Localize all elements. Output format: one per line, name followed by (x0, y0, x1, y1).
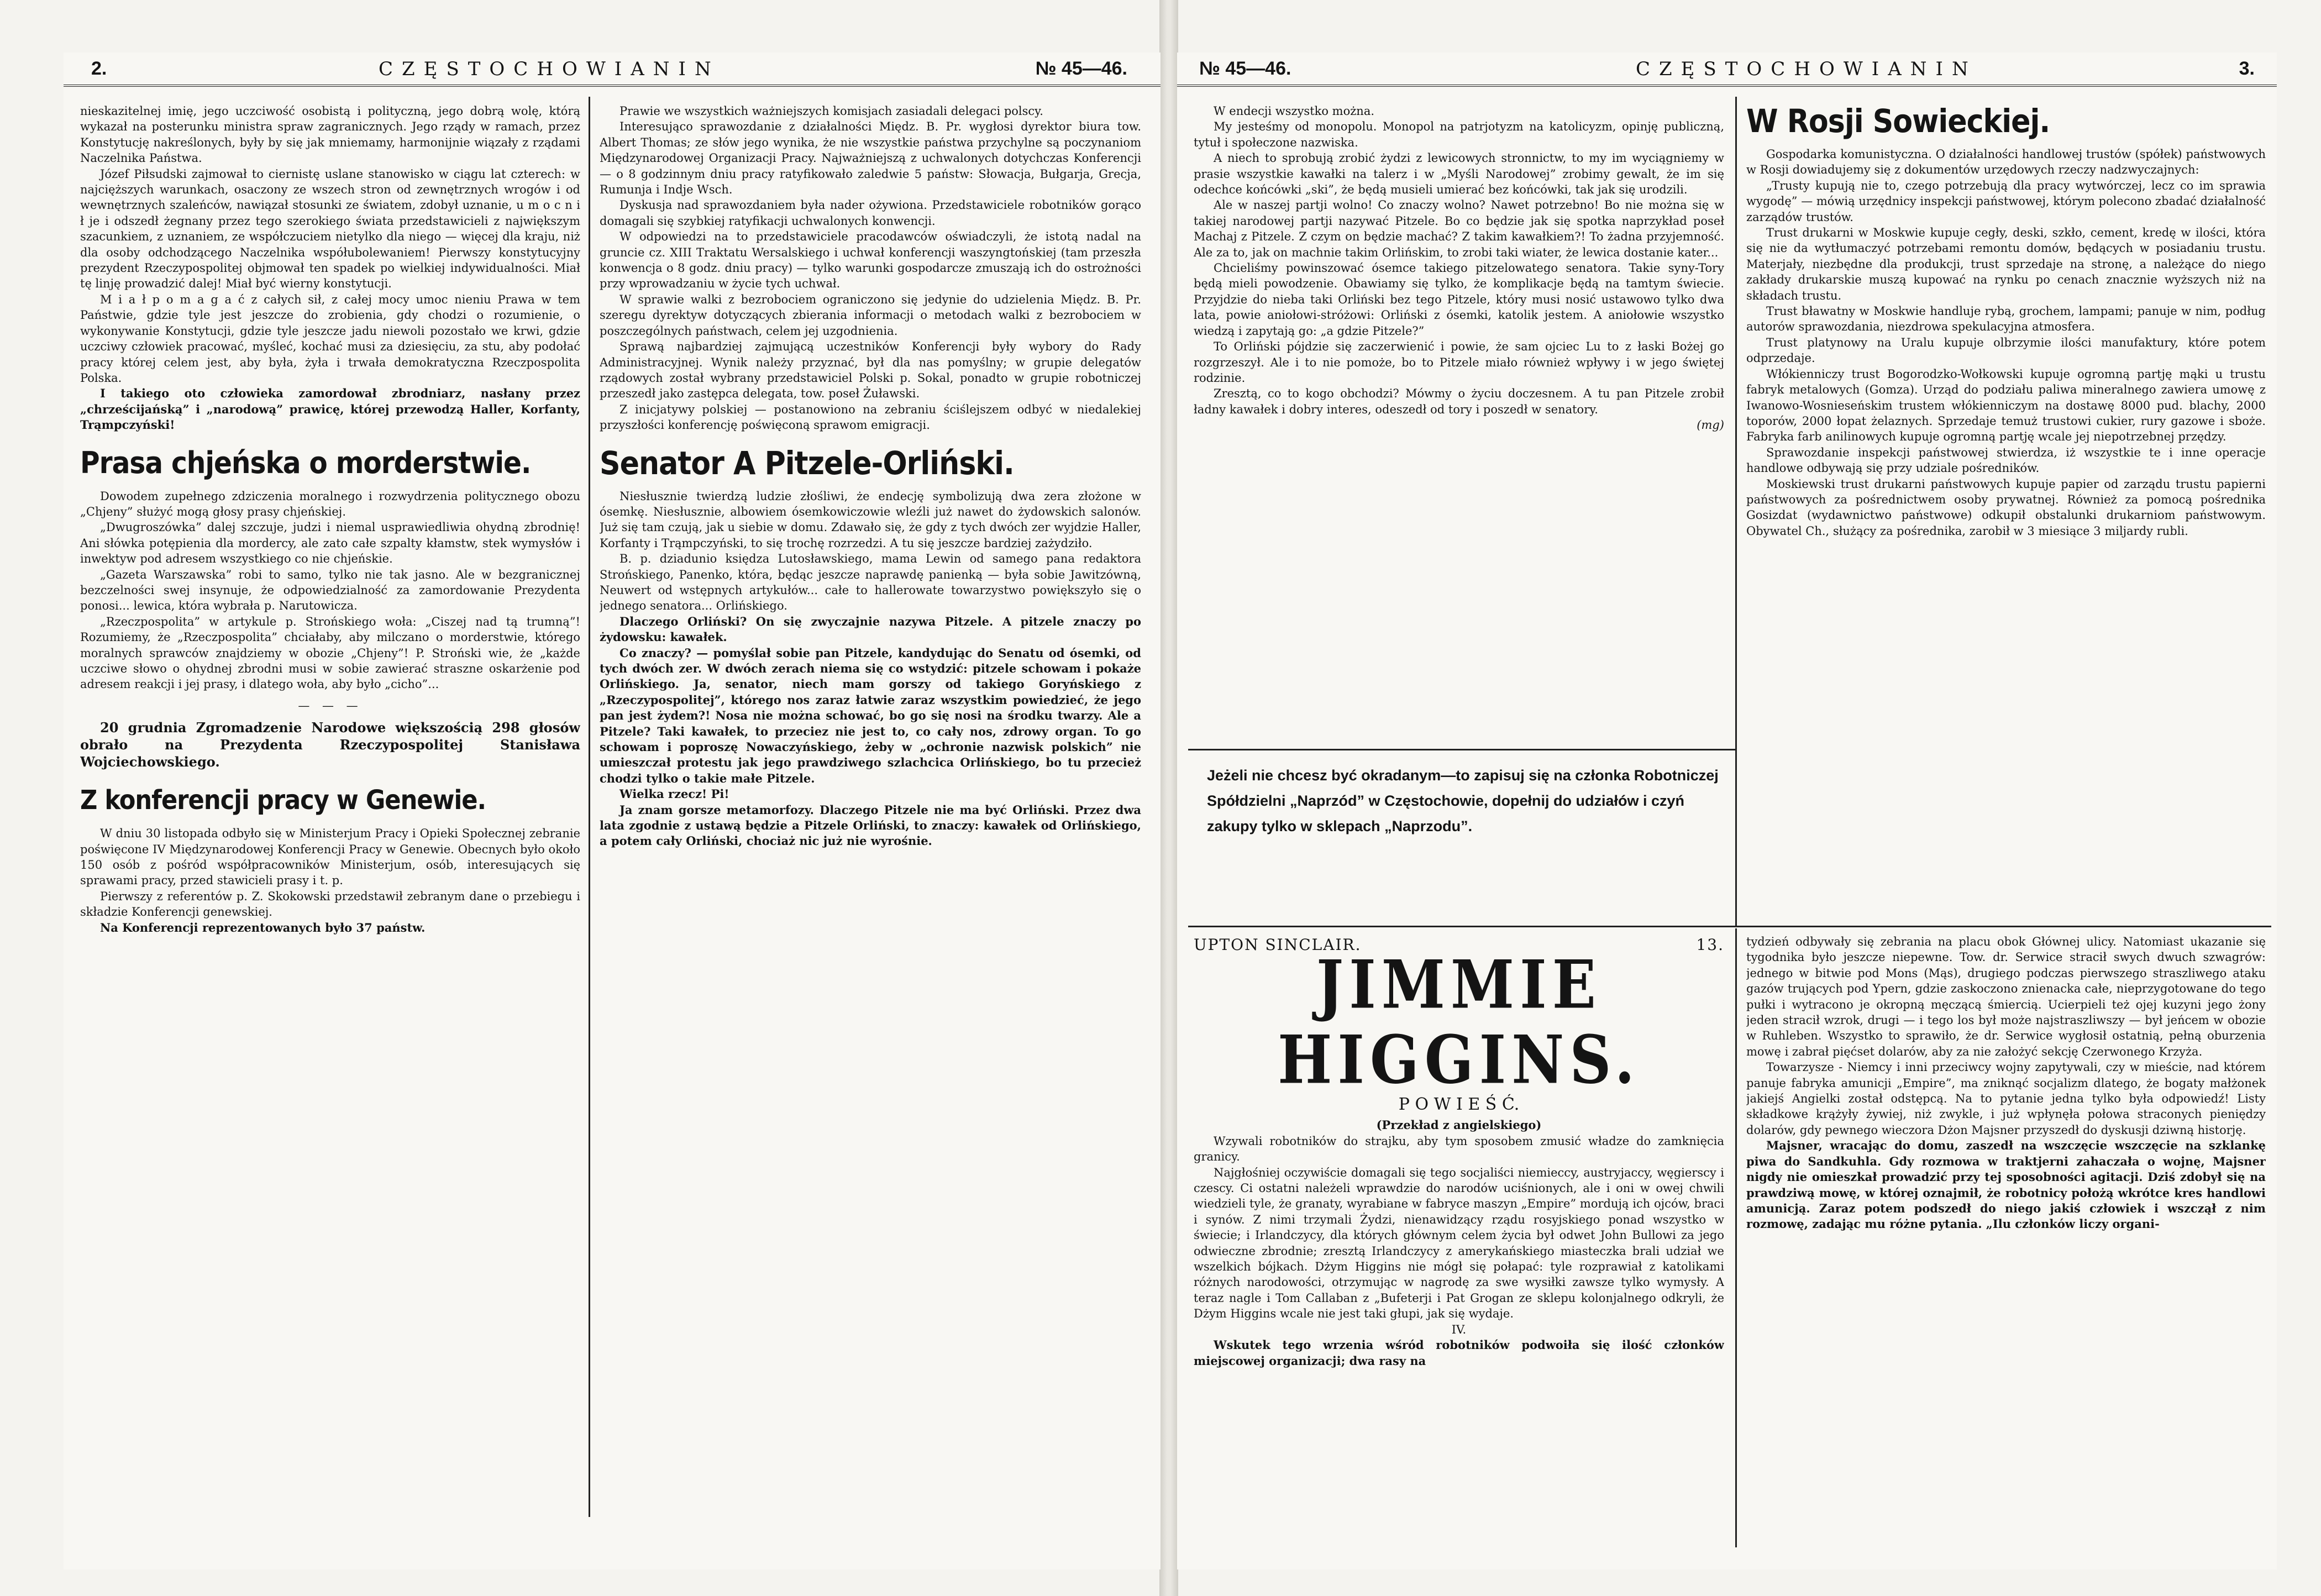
paragraph: Moskiewski trust drukarni państwowych kupuje papier od zarządu trustu papierni państwowych za pośrednictwem osoby prywatnej. Również za pomocą pośrednika Gosizdat (wydawnictwo państwowe) odkupił obstalunki drukarniom państwowym. Obywatel Ch., służący za pośrednika, zarobił w 3 miesiące 3 miljardy rubli. (1746, 477, 2266, 538)
paragraph: W odpowiedzi na to przedstawiciele pracodawców oświadczyli, że istotą nadal na gruncie cz. XIII Traktatu Wersalskiego i uchwał konferencji waszyngtońskiej (tam przeszła konwencja o 8 godz. dniu pracy) — tylko warunki gospodarcze zmuszają ich do ostrożności przy wprowadzaniu w życie tych uchwał. (600, 230, 1141, 291)
paragraph: A niech to sprobują zrobić żydzi z lewicowych stronnictw, to my im wyciągniemy w prasie wszystkie kawałki na talerz i w „Myśli Narodowej” zrobimy gewalt, że im się odechce końcówki „ski”, że będą musieli umierać bez końcówki, tak jak się urodzili. (1194, 151, 1724, 197)
headline-geneva: Z konferencji pracy w Genewie. (80, 785, 486, 816)
paragraph: Pierwszy z referentów p. Z. Skokowski przedstawił zebranym dane o przebiegu i składzie Konferencji genewskiej. (80, 889, 580, 919)
paragraph: Z inicjatywy polskiej — postanowiono na zebraniu ściślejszem odbyć w niedalekiej przyszłości konferencję poświęconą sprawom emigracji. (600, 402, 1141, 432)
paragraph: Wskutek tego wrzenia wśród robotników podwoiła się ilość członków miejscowej organizacji; dwa rasy na (1194, 1338, 1724, 1368)
paragraph: Ja znam gorsze metamorfozy. Dlaczego Pitzele nie ma być Orliński. Przez dwa lata zgodnie z ustawą będzie a Pitzele Orliński, to znaczy: kawałek od Orlińskiego, a potem cały Orliński, chociaż nic już nie wyrośnie. (600, 802, 1141, 848)
serial-subtitle: P O W I E Ś Ć. (1398, 1095, 1520, 1115)
paragraph: Towarzysze - Niemcy i inni przeciwcy wojny zapytywali, czy w mieście, nad którem panuje fabryka amunicji „Empire”, ma zniknąć socjalizm dlatego, że bogaty małżonek jakiejś Angielki został odstępcą. Na to pytanie jedna tylko była odpowiedź! Listy składkowe krążyły żywiej, niż zwykle, i już wpłynęła połowa straconych pieniędzy dolarów, gdy pewnego wieczora Dżon Majsner przyszedł do dyskusji dziwną historję. (1746, 1060, 2266, 1137)
right-page (1177, 53, 2277, 1569)
paragraph: B. p. dziadunio księdza Lutosławskiego, mama Lewin od samego pana redaktora Strońskiego, Panenko, która, będąc jeszcze naprawdę panienką — była sobie Jawitzówną, Neuwert od wstępnych artykułów... całe to hallerowate towarzystwo powiększyło się o jednego senatora... Orlińskiego. (600, 552, 1141, 613)
serial-installment: 13. (1696, 936, 1724, 954)
paragraph: Gospodarka komunistyczna. O działalności handlowej trustów (spółek) państwowych w Rosji dowiadujemy się z dokumentów urzędowych rzeczy nadzwyczajnych: (1746, 148, 2266, 177)
paragraph: Ale w naszej partji wolno! Co znaczy wolno? Nawet potrzebno! Bo nie można się w takiej narodowej partji nazywać Pitzele. Bo co będzie jak się spotka naprzykład poseł Machaj z Pitzele. Z czym on będzie machać? Z takim kawałkiem?! To żadna przyjemność. Ale za to, jak on machnie takim Orlińskim, to zrobi taki wiater, że lewica dostanie kater... (1194, 198, 1724, 259)
paragraph: Interesująco sprawozdanie z działalności Międz. B. Pr. wygłosi dyrektor biura tow. Albert Thomas; ze słów jego wynika, że nie wszystkie państwa przychylne są poczynaniom Międzynarodowej Organizacji Pracy. Najważniejszą z uchwalonych dotychczas Konferencji — o 8 godzinnym dniu pracy ratyfikowało zaledwie 5 państw: Słowacja, Bułgarja, Grecja, Rumunja i Indje Wsch. (600, 120, 1141, 197)
page-gutter (1159, 0, 1178, 1596)
paragraph: Trust drukarni w Moskwie kupuje cegły, deski, szkło, cement, kredę w ilości, która się nie da wytłumaczyć potrzebami remontu domów, będących w posiadaniu trustu. Materjały, niezbędne dla produkcji, trust sprzedaje na stronę, a należące do niego zakłady drukarskie muszą kupować na rynku po cenach znacznie wyższych niż na składach trustu. (1746, 226, 2266, 302)
chapter-number: IV. (1451, 1322, 1467, 1336)
separator: — — — (298, 699, 363, 712)
paragraph: W endecji wszystko można. (1214, 104, 1375, 118)
paragraph: „Rzeczpospolita” w artykule p. Strońskiego woła: „Ciszej nad tą trumną”! Rozumiemy, że „Rzeczpospolita” chciałaby, aby milczano o morderstwie, którego moralnych sprawców znajdziemy w obozie „Chjeny”! P. Stroński wie, że „każde uczciwe słowo o ohydnej zbrodni musi w sobie zawierać straszne oskarżenie pod adresem reakcji i jej prasy, i dlatego woła, aby było „cicho”... (80, 615, 580, 691)
serial-column-2 (1746, 934, 2266, 1553)
president-notice: 20 grudnia Zgromadzenie Narodowe większością 298 głosów obrało na Prezydenta Rzeczypospolitej Stanisława Wojciechowskiego. (80, 720, 580, 770)
paragraph: Wzywali robotników do strajku, aby tym sposobem zmusić władze do zamknięcia granicy. (1194, 1134, 1724, 1164)
paragraph: nieskazitelnej imię, jego uczciwość osobistą i polityczną, jego dobrą wolę, którą wykazał na posterunku ministra spraw zagranicznych. Jego rządy w ramach, przez Konstytucję nakreślonych, były by się jak mniemamy, harmonijnie wiązały z rządami Naczelnika Państwa. (80, 104, 580, 165)
paragraph: Dowodem zupełnego zdziczenia moralnego i rozwydrzenia politycznego obozu „Chjeny” służyć mogą głosy prasy chjeńskiej. (80, 489, 580, 518)
right-page-header (1177, 53, 2277, 87)
serial-translation-note: (Przekład z angielskiego) (1376, 1118, 1542, 1132)
paragraph: Trust bławatny w Moskwie handluje rybą, grochem, lampami; panuje w nim, podług autorów sprawozdania, niezdrowa spekulacyjna atmosfera. (1746, 305, 2266, 334)
headline-russia: W Rosji Sowieckiej. (1746, 103, 2050, 140)
paragraph: „Gazeta Warszawska” robi to samo, tylko nie tak jasno. Ale w bezgranicznej bezczelności swej insynuje, że odpowiedzialność za zamordowanie Prezydenta ponosi... lewica, która wybrała p. Narutowicza. (80, 568, 580, 613)
paragraph: Majsner, wracając do domu, zaszedł na wszczęcie wszczęcie na szklankę piwa do Sandkuhla. Gdy rozmowa w traktjerni zahaczała o wojnę, Majsner nigdy nie omieszkał prowadzić przy tej sposobności agitacji. Dziś zdobył się na prawdziwą mowę, w której oznajmił, że robotnicy położą wkrótce kres handlowi amunicją. Zaraz potem podszedł do niego jakiś człowiek i wszczął z nim rozmowę, zadając mu różne pytania. „Ilu członków liczy organi- (1746, 1138, 2266, 1231)
notice-divider (1188, 749, 1735, 750)
paragraph: My jesteśmy od monopolu. Monopol na patrjotyzm na katolicyzm, opinję publiczną, tytuł i społeczone nazwiska. (1194, 120, 1724, 149)
paragraph: Sprawozdanie inspekcji państwowej stwierdza, iż wszystkie te i inne operacje handlowe odbywają się przy udziale pośredników. (1746, 445, 2266, 475)
cooperative-notice: Jeżeli nie chcesz być okradanym—to zapisuj się na członka Robotniczej Spółdzielni „Naprzód” w Częstochowie, dopełnij do udziałów i czyń zakupy tylko w sklepach „Naprzodu”. (1207, 767, 1719, 834)
issue-number: № 45—46. (1035, 58, 1127, 79)
right-column-1 (1194, 103, 1724, 744)
headline-press: Prasa chjeńska o morderstwie. (80, 445, 531, 480)
page-number: 3. (2239, 58, 2255, 79)
left-page (64, 53, 1160, 1569)
paragraph: Najgłośniej oczywiście domagali się tego socjaliści niemieccy, austryjaccy, węgierscy i czescy. Ci ostatni należeli wprawdzie do narodów uciśnionych, ale i oni w owej chwili wiedzieli tyle, że granaty, wyrabiane w fabryce maszyn „Empire” mordują ich ojców, braci i synów. Z nimi trzymali Żydzi, nienawidzący rządu rosyjskiego ponad wszystko w świecie; i Irlandczycy, dla których głównym celem życia był odwet John Bullowi za jego odwieczne zbrodnie; zresztą Irlandczycy z amerykańskiego miasteczka brali udział we wszelkich bójkach. Dżym Higgins nie mógł się połapać: tyle rozprawiał z katolikami różnych narodowości, otrzymując w nagrodę za swe wysiłki zawsze tylko wymysły. A teraz nagle i Tom Callaban z „Bufeterji i Pat Grogan ze sklepu kolonjalnego odkryli, że Dżym Higgins wcale nie jest taki głupi, jak się wydaje. (1194, 1166, 1724, 1321)
masthead: CZĘSTOCHOWIANIN (379, 58, 720, 80)
paragraph: M i a ł p o m a g a ć z całych sił, z całej mocy umoc nieniu Prawa w tem Państwie, gdzie tyle jest jeszcze do zrobienia, gdy chodzi o rozumienie, o wykonywanie Konstytucji, gdzie tyle jeszcze jadu niewoli pozostało we krwi, gdzie uczciwy człowiek pracować, myśleć, kochać musi za dziesięciu, za stu, aby podołać pracy której celem jest, aby była, żyła i trwała demokratyczna Rzeczpospolita Polska. (80, 292, 580, 385)
column-divider (589, 97, 590, 1517)
paragraph: „Trusty kupują nie to, czego potrzebują dla pracy wytwórczej, lecz co im sprawia wygodę” — mówią urzędnicy inspekcji państwowej, którym polecono zbadać działalność zarządów trustów. (1746, 179, 2266, 224)
right-column-2 (1746, 103, 2266, 916)
paragraph: Sprawą najbardziej zajmującą uczestników Konferencji były wybory do Rady Administracyjnej. Wynik należy przyznać, był dla nas pomyślny; w grupie delegatów rządowych został wybrany przedstawiciel Polski p. Sokal, ponadto w grupie robotniczej przeszedł jako zastępca delegata, tow. poseł Żuławski. (600, 340, 1141, 401)
paragraph: Wielka rzecz! Pi! (619, 787, 729, 801)
paragraph: W sprawie walki z bezrobociem ograniczono się jedynie do udzielenia Międz. B. Pr. szeregu dyrektyw dotyczących zbierania informacji o metodach walki z bezrobociem w poszczególnych państwach, celem jej uzgodnienia. (600, 292, 1141, 338)
column-divider (1735, 928, 1737, 1547)
paragraph: tydzień odbywały się zebrania na placu obok Głównej ulicy. Natomiast ukazanie się tygodnika było jeszcze niepewne. Tow. dr. Serwice stracił swych dwuch szwagrów: jednego w bitwie pod Mons (Mąs), drugiego podczas pierwszego straszliwego ataku gazów trujących pod Ypern, gdzie zaskoczono znienacka całe, nieprzygotowane do tego pułki i wytracono je okropną męczącą śmiercią. Ucierpieli też ojej kuzyni jego żony jeden stracił wzrok, drugi — i tego los był może najstraszliwszy — był jeńcem w obozie w Ruhleben. Wszystko to sprawiło, że dr. Serwice wygłosił ostatnią, pełną oburzenia mowę i zabrał pięćset dolarów, aby za nie założyć sekcję Czerwonego Krzyża. (1746, 935, 2266, 1058)
serial-author: UPTON SINCLAIR. (1194, 936, 1362, 954)
paragraph: Niesłusznie twierdzą ludzie złośliwi, że endecję symbolizują dwa zera złożone w ósemkę. Niesłusznie, albowiem ósemkowiczowie wleźli już nawet do żydowskich salonów. Już się tam czują, jak u siebie w domu. Zdawało się, że gdy z tych dwóch zer wyjdzie Haller, Korfanty i Trąmpczyński, to się trochę rozrzedzi. A tu się jeszcze bardziej zażydziło. (600, 489, 1141, 550)
headline-senator: Senator A Pitzele-Orliński. (600, 444, 1014, 482)
paragraph: Na Konferencji reprezentowanych było 37 państw. (100, 920, 426, 935)
paragraph: Zresztą, co to kogo obchodzi? Mówmy o życiu doczesnem. A tu pan Pitzele zrobił ładny kawałek i dobry interes, odeszedł od tory i poszedł w senatory. (1194, 387, 1724, 416)
issue-number: № 45—46. (1199, 58, 1291, 79)
serial-title: JIMMIE HIGGINS. (1278, 946, 1640, 1099)
left-column-2 (600, 103, 1141, 1565)
masthead: CZĘSTOCHOWIANIN (1636, 58, 1977, 80)
paragraph: I takiego oto człowieka zamordował zbrodniarz, nasłany przez „chrześcijańską” i „narodową” prawicę, której przewodzą Haller, Korfanty, Trąmpczyński! (80, 386, 580, 432)
paragraph: W dniu 30 listopada odbyło się w Ministerjum Pracy i Opieki Społecznej zebranie poświęcone IV Międzynarodowej Konferencji Pracy w Genewie. Obecnych było około 150 osób z pośród współpracowników Ministerjum, osób, interesujących się sprawami pracy, przed stawicieli prasy i t. p. (80, 827, 580, 888)
paragraph: Chcieliśmy powinszować ósemce takiego pitzelowatego senatora. Takie syny-Tory będą mieli powodzenie. Obawiamy się tylko, że komplikacje będą na tamtym świecie. Przyjdzie do nieba taki Orliński bez tego Pitzele, który musi nosić ustawowo tylko dwa lata, powie aniołowi-stróżowi: Orliński z ósemki, katolik jestem. A aniołowie wszystko wiedzą i zapytają go: „a gdzie Pitzele?” (1194, 261, 1724, 338)
paragraph: Trust platynowy na Uralu kupuje olbrzymie ilości manufaktury, które potem odprzedaje. (1746, 335, 2266, 365)
paragraph: „Dwugroszówka” dalej szczuje, judzi i niemal usprawiedliwia ohydną zbrodnię! Ani słówka potępienia dla mordercy, ale zato całe szpalty kłamstw, stek wymysłów i inwektyw pod adresem wszystkiego co nie chjeńskie. (80, 521, 580, 566)
paragraph: Józef Piłsudski zajmował to ciernistę uslane stanowisko w ciągu lat czterech: w najcięższych warunkach, osaczony ze wszech stron od zewnętrznych wrogów i od wewnętrznych szaleńców, nawiązał stosunki ze światem, zdobył uznanie, u m o c n i ł je i odszedł żegnany przez tego szerokiego świata przedstawicieli z największym szacunkiem, z uznaniem, ze współczuciem nietylko dla niego — więcej dla kraju, niż dla osoby odchodzącego Naczelnika współubolewaniem! Pierwszy konstytucyjny prezydent Rzeczypospolitej objmował ten spadek po wielkiej indywidualności. Miał tę linję prowadzić dalej! Miał być wierny konstytucji. (80, 167, 580, 291)
column-divider (1735, 97, 1737, 926)
left-page-header (64, 53, 1160, 87)
page-number: 2. (91, 58, 107, 79)
paragraph: To Orliński pójdzie się zaczerwienić i powie, że sam ojciec Lu to z łaski Bożej go rozgrzeszył. Ale i to nie pomoże, bo to Pitzele miało również wpływy i w jego świętej rodzinie. (1194, 340, 1724, 385)
paragraph: Włókienniczy trust Bogorodzko-Wołkowski kupuje ogromną partję mąki u trustu fabryk metalowych (Gomza). Urząd do podziału paliwa mineralnego zawiera umowę z Iwanowo-Wosnieseńskim trustem włókienniczym na dostawę 8000 pud. blachy, 2000 toporów, 2000 łopat żelaznych. Sprzedaje temuż trustowi cukier, rury gazowe i sboże. Fabryka farb anilinowych kupuje ogromną partję wcale jej niepotrzebnej przędzy. (1746, 367, 2266, 444)
paragraph: Dyskusja nad sprawozdaniem była nader ożywiona. Przedstawiciele robotników gorąco domagali się szybkiej ratyfikacji uchwalonych konwencji. (600, 198, 1141, 228)
paragraph: Prawie we wszystkich ważniejszych komisjach zasiadali delegaci polscy. (619, 104, 1043, 118)
author-signature: (mg) (1697, 418, 1724, 432)
left-column-1 (80, 103, 580, 1565)
paragraph: Dlaczego Orliński? On się zwyczajnie nazywa Pitzele. A pitzele znaczy po żydowsku: kawałek. (600, 614, 1141, 644)
serial-column-1 (1194, 934, 1724, 1553)
paragraph: Co znaczy? — pomyślał sobie pan Pitzele, kandydując do Senatu od ósemki, od tych dwóch zer. W dwóch zerach niema się co wstydzić: pitzele schowam i pokaże Orlińskiego. Ja, senator, niech mam gorszy od takiego Goryńskiego z „Rzeczypospolitej”, którego nos zaraz łatwie zaraz wszystkim powiedzieć, że jego pan jest żydem?! Nosa nie można schować, bo go się nosi na środku twarzy. Ale a Pitzele? Taki kawałek, to przeciez nie jest to, co cały nos, zdrowy organ. To go schowam i poproszę Nowaczyńskiego, żeby w „ochronie nazwisk polskich” nie umieszczał protestu jak jego prawdziwego szlachcica Orlińskiego, bo tu przecież chodzi tylko o takie małe Pitzele. (600, 645, 1141, 785)
